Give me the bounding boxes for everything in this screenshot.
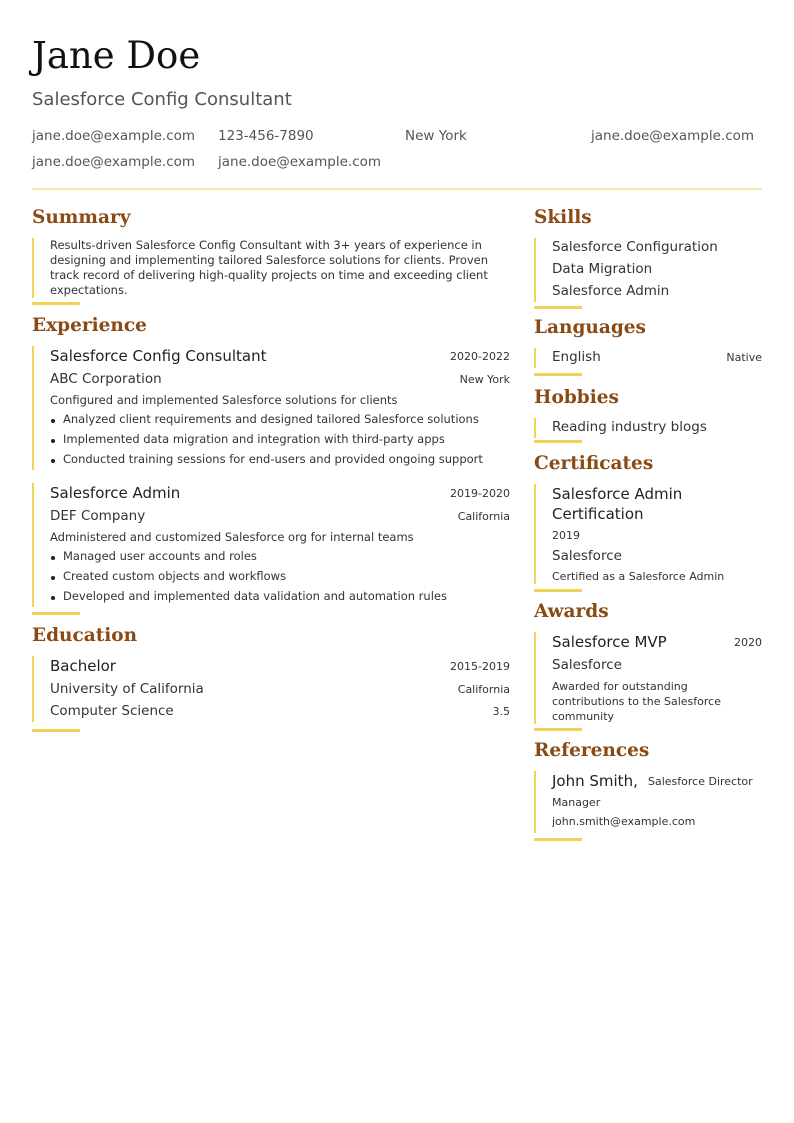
reference-role: Salesforce Director <box>648 775 753 788</box>
section-underline <box>534 440 582 443</box>
education-location: California <box>457 683 510 696</box>
certificate-issuer: Salesforce <box>552 548 622 564</box>
section-underline <box>32 612 80 615</box>
bullet-icon <box>51 439 55 443</box>
resume-name: Jane Doe <box>32 34 201 77</box>
section-underline <box>32 302 80 305</box>
job-bullet: Analyzed client requirements and designed tailored Salesforce solutions <box>63 412 479 426</box>
job-company: ABC Corporation <box>50 371 162 387</box>
contact-email[interactable]: jane.doe@example.com <box>591 128 755 144</box>
bullet-icon <box>51 576 55 580</box>
section-accent-bar <box>32 483 34 607</box>
section-accent-bar <box>32 656 34 722</box>
bullet-icon <box>51 596 55 600</box>
education-school: University of California <box>50 681 204 697</box>
language-level: Native <box>726 351 762 364</box>
resume-title: Salesforce Config Consultant <box>32 89 292 110</box>
job-dates: 2019-2020 <box>450 487 510 500</box>
job-bullet: Implemented data migration and integration with third-party apps <box>63 432 445 446</box>
award-description: Awarded for outstanding contributions to the Salesforce community <box>552 680 721 723</box>
bullet-icon <box>51 459 55 463</box>
bullet-icon <box>51 419 55 423</box>
contact-phone[interactable]: 123-456-7890 <box>218 128 314 144</box>
certificate-title: Salesforce Admin <box>552 485 683 503</box>
education-degree: Bachelor <box>50 657 116 675</box>
job-bullet: Created custom objects and workflows <box>63 569 287 583</box>
award-issuer: Salesforce <box>552 657 622 673</box>
education-gpa: 3.5 <box>492 705 510 718</box>
education-field: Computer Science <box>50 703 174 719</box>
skill-item: Data Migration <box>552 261 653 277</box>
award-year: 2020 <box>734 636 762 649</box>
job-title: Salesforce Admin <box>50 484 181 502</box>
experience-heading: Experience <box>32 315 147 336</box>
certificate-description: Certified as a Salesforce Admin <box>552 570 725 583</box>
skills-heading: Skills <box>534 207 592 228</box>
contact-email[interactable]: jane.doe@example.com <box>218 154 382 170</box>
certificate-title: Certification <box>552 505 644 523</box>
section-accent-bar <box>32 346 34 470</box>
section-underline <box>534 589 582 592</box>
section-underline <box>32 729 80 732</box>
section-underline <box>534 373 582 376</box>
job-description: Configured and implemented Salesforce solutions for clients <box>50 393 398 407</box>
hobbies-heading: Hobbies <box>534 387 619 408</box>
languages-heading: Languages <box>534 317 646 338</box>
job-bullet: Developed and implemented data validation and automation rules <box>63 589 447 603</box>
job-bullet: Conducted training sessions for end-users and provided ongoing support <box>63 452 483 466</box>
header-divider <box>32 188 762 190</box>
contact-email[interactable]: jane.doe@example.com <box>32 128 196 144</box>
job-dates: 2020-2022 <box>450 350 510 363</box>
hobby-item: Reading industry blogs <box>552 419 707 435</box>
job-description: Administered and customized Salesforce org for internal teams <box>50 530 414 544</box>
section-accent-bar <box>32 238 34 298</box>
section-accent-bar <box>534 632 536 724</box>
summary-heading: Summary <box>32 207 131 228</box>
section-accent-bar <box>534 238 536 302</box>
contact-email[interactable]: jane.doe@example.com <box>32 154 196 170</box>
section-underline <box>534 838 582 841</box>
job-location: New York <box>459 373 510 386</box>
reference-email[interactable]: john.smith@example.com <box>552 815 696 828</box>
bullet-icon <box>51 556 55 560</box>
contact-location: New York <box>405 128 467 144</box>
section-accent-bar <box>534 771 536 833</box>
section-accent-bar <box>534 484 536 584</box>
section-underline <box>534 728 582 731</box>
job-company: DEF Company <box>50 508 146 524</box>
section-underline <box>534 306 582 309</box>
awards-heading: Awards <box>534 601 609 622</box>
education-dates: 2015-2019 <box>450 660 510 673</box>
references-heading: References <box>534 740 650 761</box>
reference-role: Manager <box>552 796 601 809</box>
award-title: Salesforce MVP <box>552 633 667 651</box>
job-bullet: Managed user accounts and roles <box>63 549 257 563</box>
education-heading: Education <box>32 625 138 646</box>
reference-name: John Smith, <box>552 772 638 790</box>
summary-text: Results-driven Salesforce Config Consultant with 3+ years of experience in designing and implementing tailored Salesforce solutions for clients. Proven track record of delivering high-quality projects on time and exceeding client expectations. <box>50 238 489 297</box>
job-title: Salesforce Config Consultant <box>50 347 267 365</box>
skill-item: Salesforce Admin <box>552 283 670 299</box>
certificate-year: 2019 <box>552 529 580 542</box>
section-accent-bar <box>534 348 536 368</box>
language-name: English <box>552 349 601 365</box>
skill-item: Salesforce Configuration <box>552 239 718 255</box>
job-location: California <box>457 510 510 523</box>
section-accent-bar <box>534 418 536 438</box>
certificates-heading: Certificates <box>534 453 654 474</box>
